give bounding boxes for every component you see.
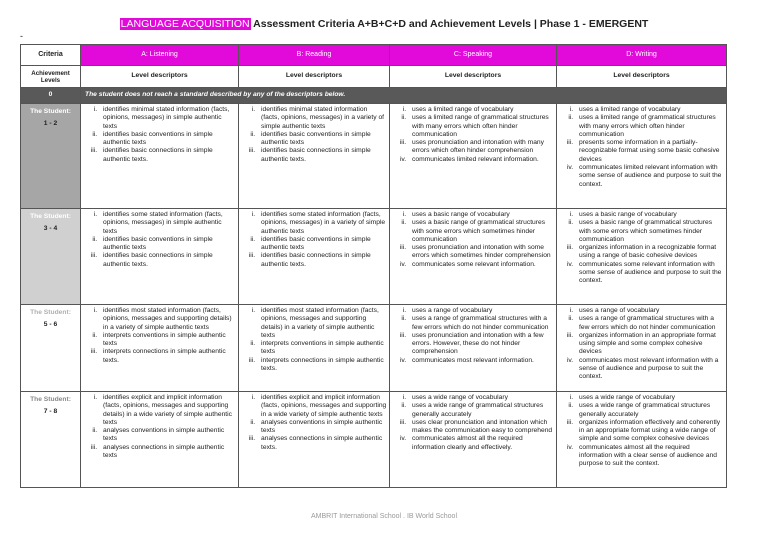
descriptor-item: iv. communicates almost all the required information clearly and effectively. [408,435,554,452]
column-header-reading: B: Reading [239,45,390,66]
descriptor-item: iii. uses pronunciation and intonation with many errors which often hinder comprehension [408,139,554,156]
column-header-listening: A: Listening [81,45,239,66]
column-header-writing: D: Writing [557,45,727,66]
descriptor-item: iii. identifies basic connections in simple authentic texts. [99,147,236,164]
descriptor-item: iv. communicates almost all the required information with a clear sense of audience and purpose to suit the context. [575,444,724,469]
title-rest: Assessment Criteria A+B+C+D and Achievement Levels | Phase 1 - EMERGENT [253,18,649,30]
descriptor-item: i. identifies some stated information (facts, opinions, messages) in simple authentic texts [99,211,236,236]
reading-descriptor [239,305,390,392]
descriptor-item: ii. interprets conventions in simple authentic texts [257,340,387,357]
column-header-speaking: C: Speaking [390,45,557,66]
descriptor-item: ii. uses a basic range of grammatical structures with some errors which sometimes hinder communication [408,219,554,244]
writing-descriptor [557,209,727,305]
descriptor-item: ii. uses a wide range of grammatical structures generally accurately [575,402,724,419]
descriptor-item: ii. interprets conventions in simple authentic texts [99,332,236,349]
descriptor-item: ii. uses a limited range of grammatical structures with many errors which often hinder communication [408,114,554,139]
level-row-1-2 [21,104,727,209]
level-zero-description: The student does not reach a standard described by any of the descriptors below. [81,88,727,104]
listening-descriptor [81,305,239,392]
descriptor-item: iii. analyses connections in simple authentic texts [99,444,236,461]
assessment-table [20,44,727,488]
writing-descriptor [557,104,727,209]
descriptor-item: i. uses a range of vocabulary [408,307,554,315]
descriptor-item: ii. identifies basic conventions in simple authentic texts [99,236,236,253]
reading-descriptor [239,104,390,209]
stray-mark: - [20,31,23,41]
level-cell [21,305,81,392]
level-descriptors-label: Level descriptors [239,66,390,88]
descriptor-item: ii. analyses conventions in simple authentic texts [99,427,236,444]
speaking-descriptor [390,104,557,209]
page-footer: AMBRIT International School . IB World School [310,513,458,520]
descriptor-item: iii. organizes information in a recognizable format using a range of basic cohesive devices [575,244,724,261]
descriptor-item: iv. communicates limited relevant information. [408,156,554,164]
level-cell [21,392,81,488]
descriptor-item: i. identifies most stated information (facts, opinions, messages and supporting details) in a variety of simple authentic texts [99,307,236,332]
level-range: 3 - 4 [43,225,58,233]
descriptor-header-row [21,66,727,88]
descriptor-item: iii. identifies basic connections in simple authentic texts. [257,252,387,269]
descriptor-item: iii. presents some information in a partially-recognizable format using some basic cohesive devices [575,139,724,164]
writing-descriptor [557,305,727,392]
level-descriptors-label: Level descriptors [81,66,239,88]
descriptor-item: i. identifies most stated information (facts, opinions, messages and supporting details) in a variety of simple authentic texts [257,307,387,340]
descriptor-item: i. uses a basic range of vocabulary [408,211,554,219]
page-title [0,18,768,30]
descriptor-item: i. uses a limited range of vocabulary [408,106,554,114]
descriptor-item: iii. identifies basic connections in simple authentic texts. [99,252,236,269]
criteria-header-row [21,45,727,66]
descriptor-item: ii. uses a limited range of grammatical structures with many errors which often hinder communication [575,114,724,139]
level-descriptors-label: Level descriptors [557,66,727,88]
speaking-descriptor [390,392,557,488]
descriptor-item: iv. communicates most relevant information. [408,357,554,365]
descriptor-item: ii. identifies basic conventions in simple authentic texts [257,236,387,253]
level-zero-number: 0 [21,88,81,104]
reading-descriptor [239,209,390,305]
descriptor-item: ii. uses a range of grammatical structures with a few errors which do not hinder communication [575,315,724,332]
level-cell [21,104,81,209]
level-cell [21,209,81,305]
writing-descriptor [557,392,727,488]
descriptor-item: iii. organizes information in an appropriate format using simple and some complex cohesive devices [575,332,724,357]
descriptor-item: i. identifies explicit and implicit information (facts, opinions, messages and supporting details) in a wide variety of simple authentic texts [99,394,236,427]
level-row-3-4 [21,209,727,305]
descriptor-item: iii. uses clear pronunciation and intonation which makes the communication easy to comprehend [408,419,554,436]
descriptor-item: iii. uses pronunciation and intonation with a few errors. However, these do not hinder comprehension [408,332,554,357]
descriptor-item: i. identifies explicit and implicit information (facts, opinions, messages and supporting in a wide variety of simple authentic texts [257,394,387,419]
descriptor-item: i. uses a wide range of vocabulary [575,394,724,402]
descriptor-item: ii. identifies basic conventions in simple authentic texts [257,131,387,148]
listening-descriptor [81,392,239,488]
title-highlight: LANGUAGE ACQUISITION [120,18,250,30]
descriptor-item: iv. communicates some relevant information with some sense of audience and purpose to suit the context. [575,261,724,286]
speaking-descriptor [390,305,557,392]
descriptor-item: ii. analyses conventions in simple authentic texts [257,419,387,436]
level-student-label: The Student: [30,309,71,316]
descriptor-item: i. uses a basic range of vocabulary [575,211,724,219]
descriptor-item: ii. uses a basic range of grammatical structures with some errors which sometimes hinder communication [575,219,724,244]
descriptor-item: i. uses a wide range of vocabulary [408,394,554,402]
achievement-levels-label: Achievement Levels [21,66,81,88]
descriptor-item: iii. interprets connections in simple authentic texts. [99,348,236,365]
descriptor-item: i. uses a range of vocabulary [575,307,724,315]
level-student-label: The Student: [30,108,71,115]
descriptor-item: i. identifies minimal stated information (facts, opinions, messages) in simple authentic texts [99,106,236,131]
descriptor-item: ii. identifies basic conventions in simple authentic texts [99,131,236,148]
criteria-label: Criteria [21,45,81,66]
reading-descriptor [239,392,390,488]
descriptor-item: iii. interprets connections in simple authentic texts. [257,357,387,374]
listening-descriptor [81,209,239,305]
level-range: 1 - 2 [43,120,58,128]
descriptor-item: i. identifies minimal stated information (facts, opinions, messages) in a variety of simple authentic texts [257,106,387,131]
descriptor-item: iii. organizes information effectively and coherently in an appropriate format using a wide range of simple and some complex cohesive devices [575,419,724,444]
listening-descriptor [81,104,239,209]
level-student-label: The Student: [30,213,71,220]
descriptor-item: ii. uses a range of grammatical structures with a few errors which do not hinder communication [408,315,554,332]
descriptor-item: iv. communicates most relevant information with a sense of audience and purpose to suit the context. [575,357,724,382]
descriptor-item: iii. identifies basic connections in simple authentic texts. [257,147,387,164]
descriptor-item: i. identifies some stated information (facts, opinions, messages) in a variety of simple authentic texts [257,211,387,236]
level-range: 5 - 6 [43,321,58,329]
descriptor-item: iv. communicates limited relevant information with some sense of audience and purpose to suit the context. [575,164,724,189]
level-row-5-6 [21,305,727,392]
descriptor-item: iv. communicates some relevant information. [408,261,554,269]
level-descriptors-label: Level descriptors [390,66,557,88]
descriptor-item: iii. uses pronunciation and intonation with some errors which sometimes hinder comprehension [408,244,554,261]
speaking-descriptor [390,209,557,305]
descriptor-item: ii. uses a wide range of grammatical structures generally accurately [408,402,554,419]
descriptor-item: iii. analyses connections in simple authentic texts. [257,435,387,452]
level-range: 7 - 8 [43,408,58,416]
level-student-label: The Student: [30,396,71,403]
descriptor-item: i. uses a limited range of vocabulary [575,106,724,114]
level-zero-row [21,88,727,104]
level-row-7-8 [21,392,727,488]
